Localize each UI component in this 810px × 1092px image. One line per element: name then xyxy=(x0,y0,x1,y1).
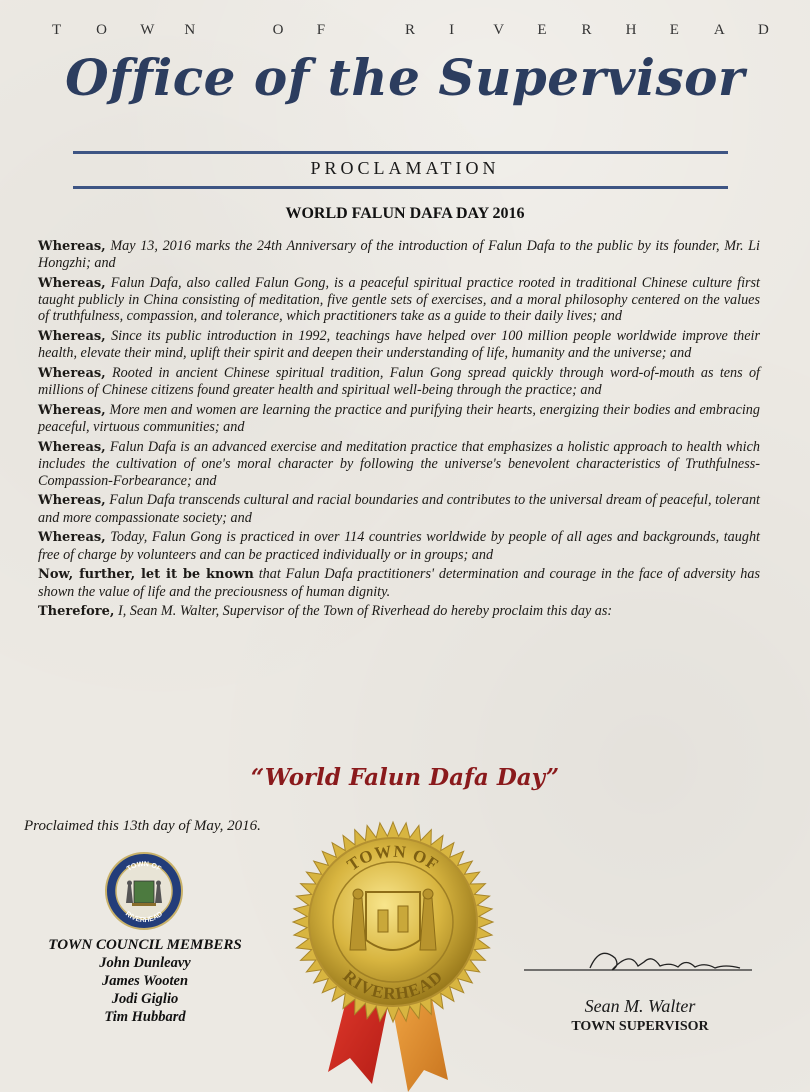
proclaimed-date: Proclaimed this 13th day of May, 2016. xyxy=(24,818,261,834)
council-member: Jodi Giglio xyxy=(111,991,179,1007)
svg-text:RIVERHEAD: RIVERHEAD xyxy=(123,910,165,925)
gold-seal-icon xyxy=(288,810,498,1092)
supervisor-name: Sean M. Walter xyxy=(584,996,696,1016)
paragraph-lead: Whereas, xyxy=(38,403,106,419)
bottom-divider xyxy=(73,186,728,189)
town-letter: O xyxy=(272,22,284,38)
council-heading: TOWN COUNCIL MEMBERS xyxy=(48,937,242,953)
paragraph-lead: Whereas, xyxy=(38,276,106,291)
council-member: Tim Hubbard xyxy=(104,1009,186,1025)
proclaimed-day: “World Falun Dafa Day” xyxy=(250,764,560,791)
town-letter: F xyxy=(316,22,326,38)
paragraph-lead: Whereas, xyxy=(38,366,106,382)
paragraph-lead: Whereas, xyxy=(38,440,106,456)
town-letter: I xyxy=(449,22,455,38)
proclamation-paragraph xyxy=(38,566,760,599)
paragraph-text: Rooted in ancient Chinese spiritual tradition, Falun Gong spread quickly through word-of-mouth as tens of millions of Chinese citizens found greater health and spiritual well-being through the practice; and xyxy=(38,365,760,399)
town-letter: O xyxy=(96,22,107,38)
paragraph-text: May 13, 2016 marks the 24th Anniversary of the introduction of Falun Dafa to the public by its founder, Mr. Li Hongzhi; and xyxy=(38,238,760,272)
town-letter: D xyxy=(758,22,769,38)
paragraph-lead: Whereas, xyxy=(38,239,106,254)
council-member: John Dunleavy xyxy=(99,955,191,971)
paragraph-text: Falun Dafa transcends cultural and racial boundaries and contributes to the universal dream of peaceful, tolerant and more compassionate society; and xyxy=(38,492,760,526)
proclamation-paragraph xyxy=(38,365,760,398)
proclamation-paragraph xyxy=(38,402,760,435)
svg-text:TOWN OF: TOWN OF xyxy=(343,841,443,875)
paragraph-text: More men and women are learning the practice and purifying their hearts, energizing their bodies and embracing peaceful, virtuous communities; and xyxy=(38,402,760,436)
paragraph-lead: Whereas, xyxy=(38,493,106,509)
proclamation-paragraph xyxy=(38,275,760,325)
svg-text:RIVERHEAD: RIVERHEAD xyxy=(339,966,447,1004)
paragraph-text: Falun Dafa is an advanced exercise and meditation practice that emphasizes a holistic approach to health which includes the cultivation of one's moral character by following the universe's benevolent characteristics of Truthfulness-Compassion-Forbearance; and xyxy=(38,439,760,489)
paragraph-text: Since its public introduction in 1992, teachings have helped over 100 million people worldwide improve their health, elevate their mind, uplift their spirit and deepen their understanding of life, humanity and the universe; and xyxy=(38,328,760,362)
svg-text:TOWN OF: TOWN OF xyxy=(125,860,163,873)
town-letter: E xyxy=(669,22,679,38)
proclamation-paragraph xyxy=(38,529,760,562)
paragraph-lead: Whereas, xyxy=(38,329,106,345)
office-title: Office of the Supervisor xyxy=(65,48,745,107)
supervisor-title: TOWN SUPERVISOR xyxy=(571,1019,709,1034)
paragraph-text: Falun Dafa, also called Falun Gong, is a peaceful spiritual practice rooted in traditional Chinese culture first taught publicly in China consisting of meditation, five gentle sets of exercises, and a moral philosophy centered on the values of truthfulness, compassion, and tolerance, which practitioners take as a guide to their daily lives; and xyxy=(38,275,760,325)
town-letter: A xyxy=(713,22,725,38)
riverhead-town-seal-icon xyxy=(104,851,184,931)
proclamation-paragraph xyxy=(38,328,760,361)
town-letter: N xyxy=(184,22,196,38)
town-letter: E xyxy=(537,22,547,38)
top-divider xyxy=(73,151,728,154)
supervisor-signature xyxy=(520,940,760,980)
town-letter: R xyxy=(581,22,592,38)
town-letter: H xyxy=(625,22,637,38)
proclamation-paragraph xyxy=(38,492,760,525)
paragraph-lead: Now, further, let it be known xyxy=(38,567,254,583)
town-letter: T xyxy=(52,22,62,38)
proclamation-paragraph xyxy=(38,238,760,271)
town-letter: V xyxy=(493,22,505,38)
paragraph-lead: Therefore, xyxy=(38,604,115,620)
town-letter: W xyxy=(140,22,155,38)
paragraph-text: I, Sean M. Walter, Supervisor of the Town of Riverhead do hereby proclaim this day as: xyxy=(114,603,613,620)
proclamation-title: WORLD FALUN DAFA DAY 2016 xyxy=(285,205,525,222)
paragraph-text: that Falun Dafa practitioners' determination and courage in the face of adversity has shown the value of life and the preciousness of human dignity. xyxy=(38,566,760,600)
proclamation-body xyxy=(38,238,760,624)
paragraph-lead: Whereas, xyxy=(38,530,106,546)
town-letter: R xyxy=(405,22,416,38)
council-member: James Wooten xyxy=(101,973,189,989)
town-council-members xyxy=(40,937,250,1026)
proclamation-paragraph xyxy=(38,439,760,489)
proclamation-paragraph xyxy=(38,603,760,620)
section-label: PROCLAMATION xyxy=(310,158,500,178)
paragraph-text: Today, Falun Gong is practiced in over 114 countries worldwide by people of all ages and backgrounds, taught free of charge by volunteers and can be practiced individually or in groups; and xyxy=(38,529,760,563)
